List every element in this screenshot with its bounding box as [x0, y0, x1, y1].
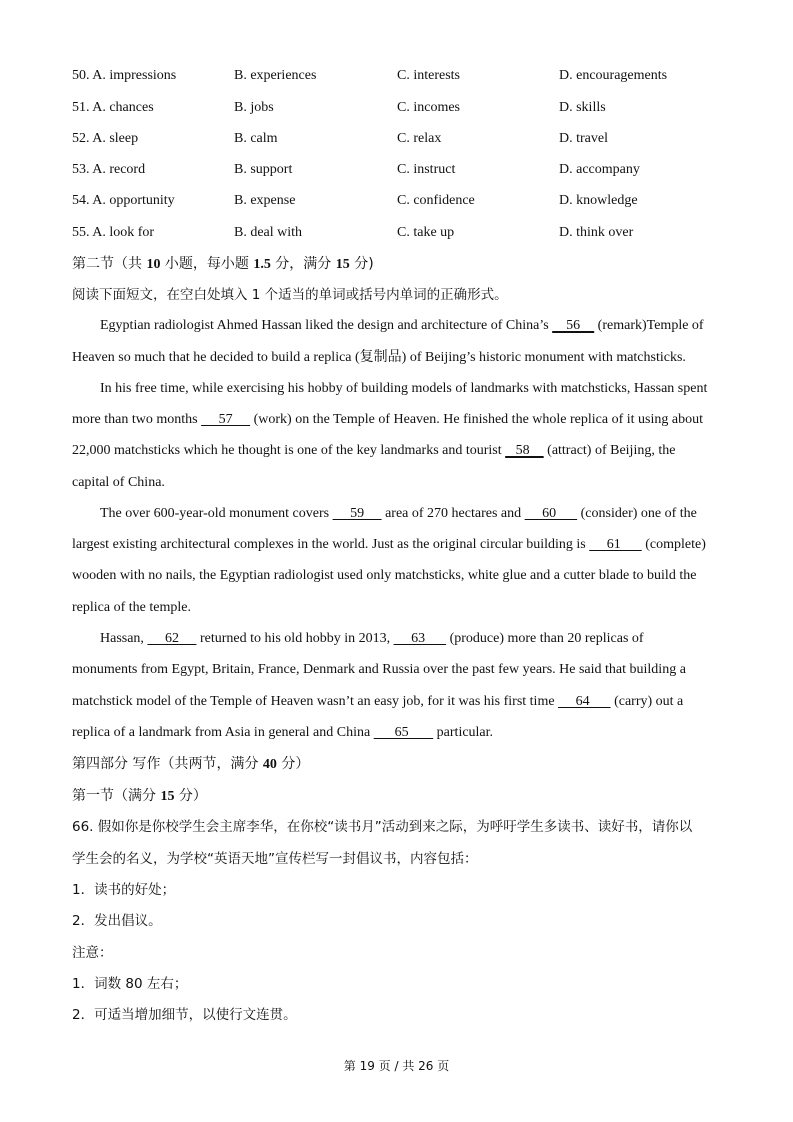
passage-line: Egyptian radiologist Ahmed Hassan liked the design and architecture of China’s 56 (remark)Temple of	[100, 316, 724, 336]
option-c: C. incomes	[397, 100, 460, 115]
passage-line: In his free time, while exercising his hobby of building models of landmarks with matchsticks, Hassan spent	[100, 381, 708, 396]
note-item: 2．可适当增加细节，以使行文连贯。	[72, 1007, 297, 1023]
blank-63[interactable]: 63	[393, 631, 447, 646]
option-d: D. skills	[559, 100, 606, 115]
option-d: D. accompany	[559, 162, 640, 177]
option-b: B. support	[234, 162, 293, 177]
question-66-line1: 66. 假如你是你校学生会主席李华，在你校“读书月”活动到来之际，为呼吁学生多读书、读好书，请你以	[72, 819, 693, 835]
passage-line: more than two months 57 (work) on the Temple of Heaven. He finished the whole replica of it using about	[72, 410, 724, 430]
note-item: 1．词数 80 左右；	[72, 976, 188, 992]
passage-line: 22,000 matchsticks which he thought is one of the key landmarks and tourist 58 (attract) of Beijing, the	[72, 441, 724, 461]
option-a: 51. A. chances	[72, 100, 154, 115]
blank-64[interactable]: 64	[558, 694, 611, 709]
blank-61[interactable]: 61	[589, 537, 642, 552]
part4-subheading: 第一节（满分 15 分）	[72, 788, 207, 804]
option-b: B. experiences	[234, 68, 317, 83]
passage-line: monuments from Egypt, Britain, France, Denmark and Russia over the past few years. He said that building a	[72, 662, 686, 677]
option-d: D. encouragements	[559, 68, 668, 83]
blank-60[interactable]: 60	[524, 506, 578, 521]
passage-line: wooden with no nails, the Egyptian radiologist used only matchsticks, white glue and a cutter blade to build the	[72, 568, 697, 583]
passage-line: The over 600-year-old monument covers 59 area of 270 hectares and 60 (consider) one of the	[100, 504, 724, 524]
passage-line: Hassan, 62 returned to his old hobby in 2013, 63 (produce) more than 20 replicas of	[100, 629, 724, 649]
option-c: C. interests	[397, 68, 460, 83]
section2-instruction: 阅读下面短文，在空白处填入 1 个适当的单词或括号内单词的正确形式。	[72, 287, 508, 303]
blank-62[interactable]: 62	[147, 631, 197, 646]
option-a: 55. A. look for	[72, 225, 155, 240]
option-b: B. expense	[234, 193, 296, 208]
option-a: 52. A. sleep	[72, 131, 139, 146]
option-b: B. calm	[234, 131, 278, 146]
blank-56[interactable]: 56	[552, 318, 595, 333]
content-item: 1．读书的好处；	[72, 882, 176, 898]
passage-line: replica of a landmark from Asia in general and China 65 particular.	[72, 723, 724, 743]
option-b: B. jobs	[234, 100, 274, 115]
blank-65[interactable]: 65	[373, 725, 434, 740]
page-number-footer: 第 19 页 / 共 26 页	[343, 1059, 450, 1073]
option-c: C. instruct	[397, 162, 456, 177]
content-item: 2．发出倡议。	[72, 913, 162, 929]
option-a: 53. A. record	[72, 162, 146, 177]
passage-line: Heaven so much that he decided to build a replica (复制品) of Beijing’s historic monument with matchsticks.	[72, 350, 686, 365]
option-b: B. deal with	[234, 225, 303, 240]
question-66-line2: 学生会的名义，为学校“英语天地”宣传栏写一封倡议书，内容包括：	[72, 851, 478, 867]
section2-heading: 第二节（共 10 小题，每小题 1.5 分，满分 15 分)	[72, 256, 374, 272]
note-label: 注意：	[72, 945, 113, 961]
option-d: D. think over	[559, 225, 634, 240]
passage-line: capital of China.	[72, 475, 165, 490]
option-c: C. relax	[397, 131, 442, 146]
passage-line: matchstick model of the Temple of Heaven wasn’t an easy job, for it was his first time 64 (carry) out a	[72, 692, 724, 712]
option-c: C. confidence	[397, 193, 475, 208]
blank-57[interactable]: 57	[201, 412, 251, 427]
option-a: 54. A. opportunity	[72, 193, 175, 208]
part4-heading: 第四部分 写作（共两节，满分 40 分）	[72, 756, 310, 772]
option-c: C. take up	[397, 225, 455, 240]
option-d: D. travel	[559, 131, 608, 146]
option-d: D. knowledge	[559, 193, 638, 208]
blank-59[interactable]: 59	[332, 506, 382, 521]
blank-58[interactable]: 58	[505, 443, 544, 458]
passage-line: replica of the temple.	[72, 600, 191, 615]
option-a: 50. A. impressions	[72, 68, 177, 83]
passage-line: largest existing architectural complexes in the world. Just as the original circular building is 61 (complete)	[72, 535, 724, 555]
